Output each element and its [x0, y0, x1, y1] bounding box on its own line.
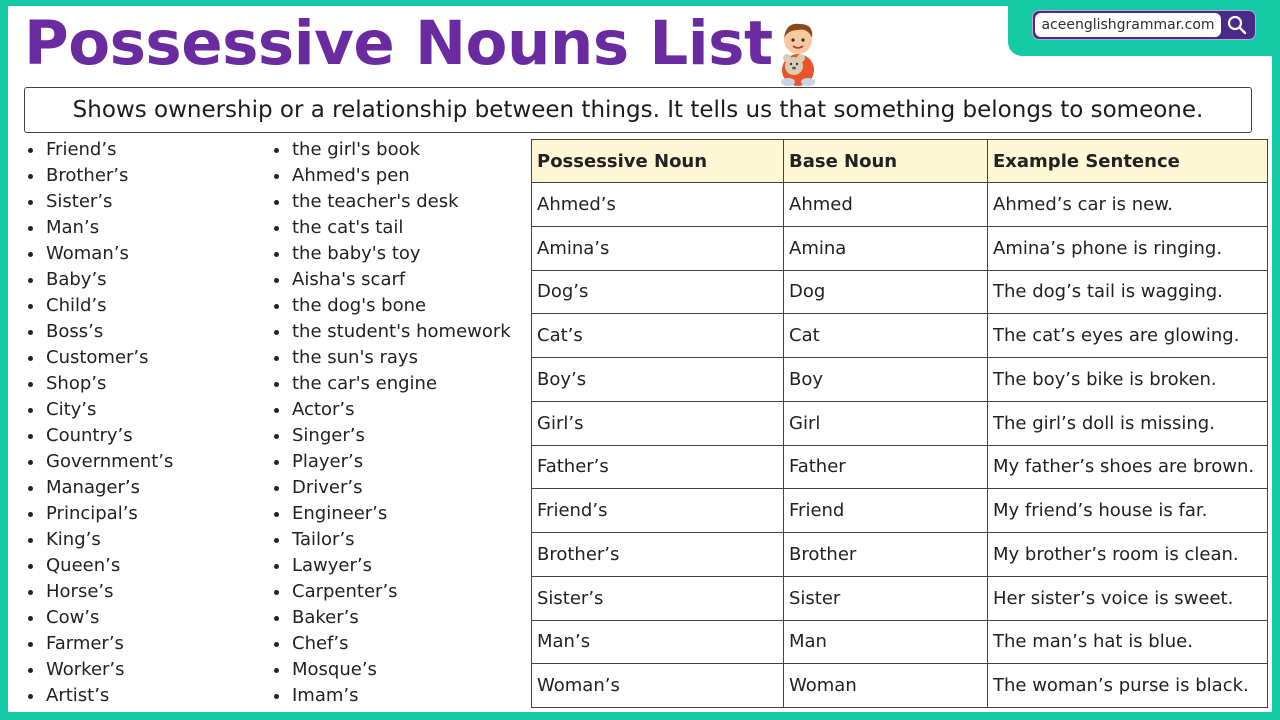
cell-base-noun: Dog: [784, 270, 988, 314]
list-item: Farmer’s: [26, 631, 173, 657]
list-item: Friend’s: [26, 137, 173, 163]
list-item: Lawyer’s: [272, 553, 511, 579]
table-row: [532, 664, 1268, 708]
cell-base-noun: Girl: [784, 401, 988, 445]
cell-base-noun: Man: [784, 620, 988, 664]
table-body: [532, 183, 1268, 708]
cell-base-noun: Cat: [784, 314, 988, 358]
list-item: Carpenter’s: [272, 579, 511, 605]
list-item: Country’s: [26, 423, 173, 449]
list-item: the dog's bone: [272, 293, 511, 319]
list-item: Worker’s: [26, 657, 173, 683]
list-item: the student's homework: [272, 319, 511, 345]
list-item: Man’s: [26, 215, 173, 241]
cell-possessive-noun: Ahmed’s: [532, 183, 784, 227]
list-item: King’s: [26, 527, 173, 553]
list-item: the sun's rays: [272, 345, 511, 371]
table-row: [532, 358, 1268, 402]
header-possessive-noun: Possessive Noun: [532, 140, 784, 183]
cell-base-noun: Sister: [784, 576, 988, 620]
list-item: Manager’s: [26, 475, 173, 501]
list-item: Player’s: [272, 449, 511, 475]
list-item: Tailor’s: [272, 527, 511, 553]
list-item: Actor’s: [272, 397, 511, 423]
list-item: Singer’s: [272, 423, 511, 449]
table-row: [532, 533, 1268, 577]
cell-possessive-noun: Brother’s: [532, 533, 784, 577]
list-item: Baker’s: [272, 605, 511, 631]
definition-box: Shows ownership or a relationship between things. It tells us that something belongs to someone.: [24, 87, 1252, 133]
list-item: the car's engine: [272, 371, 511, 397]
list-item: the teacher's desk: [272, 189, 511, 215]
table-row: [532, 576, 1268, 620]
cell-example-sentence: Amina’s phone is ringing.: [988, 226, 1268, 270]
cell-example-sentence: The cat’s eyes are glowing.: [988, 314, 1268, 358]
header-example-sentence: Example Sentence: [988, 140, 1268, 183]
cell-base-noun: Ahmed: [784, 183, 988, 227]
list-item: Horse’s: [26, 579, 173, 605]
list-item: Boss’s: [26, 319, 173, 345]
cell-example-sentence: My friend’s house is far.: [988, 489, 1268, 533]
cell-possessive-noun: Amina’s: [532, 226, 784, 270]
cell-example-sentence: My brother’s room is clean.: [988, 533, 1268, 577]
page-title: Possessive Nouns List: [24, 8, 773, 79]
cell-base-noun: Father: [784, 445, 988, 489]
list-item: Chef’s: [272, 631, 511, 657]
cell-example-sentence: The man’s hat is blue.: [988, 620, 1268, 664]
cell-possessive-noun: Man’s: [532, 620, 784, 664]
list-item: Engineer’s: [272, 501, 511, 527]
table-row: [532, 314, 1268, 358]
cell-example-sentence: The boy’s bike is broken.: [988, 358, 1268, 402]
search-icon[interactable]: [1225, 14, 1249, 36]
table-row: [532, 401, 1268, 445]
list-item: the cat's tail: [272, 215, 511, 241]
possessive-nouns-list-1: [26, 137, 173, 709]
table-row: [532, 489, 1268, 533]
list-item: Child’s: [26, 293, 173, 319]
cell-possessive-noun: Cat’s: [532, 314, 784, 358]
list-item: City’s: [26, 397, 173, 423]
list-item: Mosque’s: [272, 657, 511, 683]
cell-base-noun: Friend: [784, 489, 988, 533]
list-item: Queen’s: [26, 553, 173, 579]
cell-example-sentence: The woman’s purse is black.: [988, 664, 1268, 708]
list-item: Aisha's scarf: [272, 267, 511, 293]
list-item: Driver’s: [272, 475, 511, 501]
header-base-noun: Base Noun: [784, 140, 988, 183]
list-item: Baby’s: [26, 267, 173, 293]
site-url-field[interactable]: aceenglishgrammar.com: [1035, 13, 1221, 37]
list-item: Brother’s: [26, 163, 173, 189]
cell-base-noun: Brother: [784, 533, 988, 577]
cell-possessive-noun: Dog’s: [532, 270, 784, 314]
cell-base-noun: Woman: [784, 664, 988, 708]
list-item: Customer’s: [26, 345, 173, 371]
possessive-nouns-list-2: [272, 137, 511, 709]
list-item: Ahmed's pen: [272, 163, 511, 189]
list-item: Sister’s: [26, 189, 173, 215]
table-row: [532, 620, 1268, 664]
table-row: [532, 445, 1268, 489]
cell-base-noun: Amina: [784, 226, 988, 270]
list-item: the baby's toy: [272, 241, 511, 267]
cell-possessive-noun: Woman’s: [532, 664, 784, 708]
cell-example-sentence: Ahmed’s car is new.: [988, 183, 1268, 227]
table-row: [532, 270, 1268, 314]
boy-with-teddy-mascot-icon: [770, 18, 826, 88]
table-header-row: [532, 140, 1268, 183]
cell-possessive-noun: Sister’s: [532, 576, 784, 620]
list-item: the girl's book: [272, 137, 511, 163]
site-search[interactable]: [1032, 10, 1256, 40]
list-item: Principal’s: [26, 501, 173, 527]
cell-example-sentence: Her sister’s voice is sweet.: [988, 576, 1268, 620]
cell-example-sentence: My father’s shoes are brown.: [988, 445, 1268, 489]
list-item: Imam’s: [272, 683, 511, 709]
list-item: Cow’s: [26, 605, 173, 631]
page-frame: [8, 6, 1272, 712]
cell-possessive-noun: Girl’s: [532, 401, 784, 445]
cell-possessive-noun: Friend’s: [532, 489, 784, 533]
list-item: Artist’s: [26, 683, 173, 709]
cell-example-sentence: The dog’s tail is wagging.: [988, 270, 1268, 314]
list-item: Woman’s: [26, 241, 173, 267]
table-row: [532, 183, 1268, 227]
cell-base-noun: Boy: [784, 358, 988, 402]
cell-possessive-noun: Father’s: [532, 445, 784, 489]
list-item: Shop’s: [26, 371, 173, 397]
table-row: [532, 226, 1268, 270]
cell-possessive-noun: Boy’s: [532, 358, 784, 402]
cell-example-sentence: The girl’s doll is missing.: [988, 401, 1268, 445]
possessive-nouns-table: [531, 139, 1268, 708]
list-item: Government’s: [26, 449, 173, 475]
